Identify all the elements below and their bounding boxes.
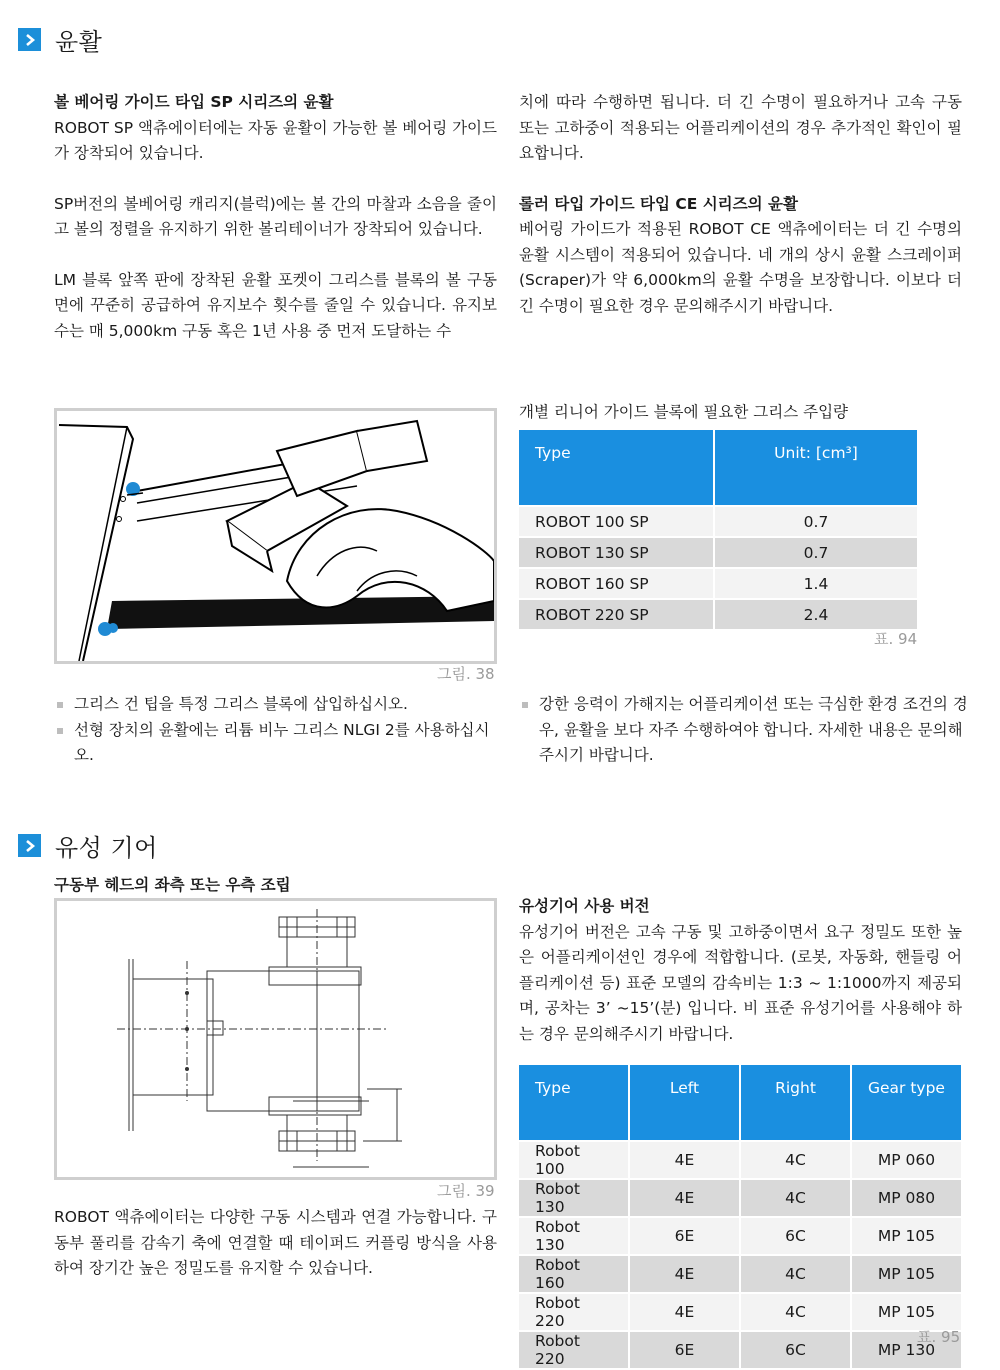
sp-heading: 볼 베어링 가이드 타입 SP 시리즈의 윤활: [54, 93, 334, 111]
ce-para: 베어링 가이드가 적용된 ROBOT CE 액츄에이터는 더 긴 수명의 윤활 시스템이 적용되어 있습니다. 네 개의 상시 윤활 스크레이퍼(Scraper)가 약 6,000km의 윤활 수명을 보장합니다. 이보다 더 긴 수명이 필요한 경우 문의해주시기 바랍니다.: [519, 220, 962, 315]
table-cell: 6C: [740, 1217, 851, 1255]
section-header-lubrication: [18, 22, 102, 57]
sp-lubrication-text: [54, 90, 497, 344]
section-title: 유성 기어: [55, 834, 158, 862]
table-cell: 4C: [740, 1255, 851, 1293]
section-header-planetary-gear: [18, 828, 158, 863]
table-row: [518, 568, 918, 599]
table-cell: MP 105: [851, 1293, 962, 1331]
bullet-list-right: [519, 692, 972, 769]
table-row: [518, 599, 918, 630]
planetary-heading: 유성기어 사용 버전: [519, 897, 650, 915]
figure-38-caption: 그림. 38: [437, 665, 495, 683]
table-95-caption: 표. 95: [917, 1328, 961, 1346]
ce-lubrication-text: [519, 90, 962, 319]
grease-table: [517, 428, 919, 631]
table-header-gear-type: Gear type: [851, 1064, 962, 1141]
planetary-para: 유성기어 버전은 고속 구동 및 고하중이면서 요구 정밀도 또한 높은 어플리케이션인 경우에 적합합니다. (로봇, 자동화, 핸들링 어플리케이션 등) 표준 모델의 감속비는 1:3 ~ 1:1000까지 제공되며, 공차는 3’ ~15’(분) 입니다. 비 표준 유성기어를 사용해야 하는 경우 문의해주시기 바랍니다.: [519, 922, 962, 1043]
table-cell: 4C: [740, 1141, 851, 1179]
table-cell: 0.7: [714, 537, 918, 568]
table-cell: ROBOT 160 SP: [518, 568, 714, 599]
grease-table-title: 개별 리니어 가이드 블록에 필요한 그리스 주입량: [519, 403, 849, 421]
table-cell: Robot 160: [518, 1255, 629, 1293]
table-cell: 1.4: [714, 568, 918, 599]
sp-para-3: LM 블록 앞쪽 판에 장착된 윤활 포켓이 그리스를 블록의 볼 구동면에 꾸준히 공급하여 유지보수 횟수를 줄일 수 있습니다. 유지보수는 매 5,000km 구동 혹은 1년 사용 중 먼저 도달하는 수: [54, 270, 497, 340]
table-cell: 6C: [740, 1331, 851, 1369]
table-cell: 4E: [629, 1293, 740, 1331]
table-cell: MP 105: [851, 1217, 962, 1255]
planetary-gear-text: [519, 894, 962, 1047]
figure-gearbox-drawing: [54, 898, 497, 1180]
table-cell: 0.7: [714, 506, 918, 537]
table-row: [518, 506, 918, 537]
table-cell: ROBOT 130 SP: [518, 537, 714, 568]
table-cell: 4E: [629, 1141, 740, 1179]
table-row: [518, 1217, 962, 1255]
list-item: 그리스 건 팁을 특정 그리스 블록에 삽입하십시오.: [54, 692, 499, 718]
ce-heading: 롤러 타입 가이드 타입 CE 시리즈의 윤활: [519, 194, 798, 213]
table-row: [518, 1293, 962, 1331]
table-cell: 6E: [629, 1217, 740, 1255]
table-cell: Robot 100: [518, 1141, 629, 1179]
table-cell: 4E: [629, 1179, 740, 1217]
table-cell: MP 060: [851, 1141, 962, 1179]
table-row: [518, 537, 918, 568]
table-cell: 6E: [629, 1331, 740, 1369]
table-cell: Robot 220: [518, 1293, 629, 1331]
table-cell: Robot 130: [518, 1217, 629, 1255]
table-header-type: Type: [518, 1064, 629, 1141]
gear-table: [517, 1063, 963, 1370]
table-cell: MP 105: [851, 1255, 962, 1293]
table-header-left: Left: [629, 1064, 740, 1141]
table-row: [518, 1331, 962, 1369]
table-header-right: Right: [740, 1064, 851, 1141]
table-row: [518, 1179, 962, 1217]
table-cell: Robot 130: [518, 1179, 629, 1217]
table-cell: MP 130: [851, 1331, 962, 1369]
list-item: 선형 장치의 윤활에는 리튬 비누 그리스 NLGI 2를 사용하십시오.: [54, 718, 499, 769]
table-cell: MP 080: [851, 1179, 962, 1217]
table-cell: ROBOT 100 SP: [518, 506, 714, 537]
table-header-type: Type: [518, 429, 714, 506]
bullet-list-left: [54, 692, 499, 769]
table-row: [518, 1141, 962, 1179]
table-94-caption: 표. 94: [874, 630, 918, 648]
figure-39-caption: 그림. 39: [437, 1182, 495, 1200]
col2-para-1: 치에 따라 수행하면 됩니다. 더 긴 수명이 필요하거나 고속 구동 또는 고하중이 적용되는 어플리케이션의 경우 추가적인 확인이 필요합니다.: [519, 93, 962, 162]
sp-para-2: SP버전의 볼베어링 캐리지(블럭)에는 볼 간의 마찰과 소음을 줄이고 볼의 정렬을 유지하기 위한 볼리테이너가 장착되어 있습니다.: [54, 194, 497, 238]
section-title: 윤활: [55, 28, 103, 56]
table-cell: 2.4: [714, 599, 918, 630]
table-header-unit: Unit: [cm³]: [714, 429, 918, 506]
table-cell: Robot 220: [518, 1331, 629, 1369]
mounting-subheading: 구동부 헤드의 좌측 또는 우측 조립: [54, 876, 291, 894]
sp-para-1: ROBOT SP 액츄에이터에는 자동 윤활이 가능한 볼 베어링 가이드가 장착되어 있습니다.: [54, 118, 498, 162]
table-cell: 4E: [629, 1255, 740, 1293]
table-row: [518, 1255, 962, 1293]
figure-grease-gun: [54, 408, 497, 664]
chevron-right-icon: [18, 834, 41, 857]
chevron-right-icon: [18, 28, 41, 51]
table-cell: 4C: [740, 1293, 851, 1331]
list-item: 강한 응력이 가해지는 어플리케이션 또는 극심한 환경 조건의 경우, 윤활을 보다 자주 수행하여야 합니다. 자세한 내용은 문의해주시기 바랍니다.: [519, 692, 972, 769]
table-cell: 4C: [740, 1179, 851, 1217]
coupling-text: ROBOT 액츄에이터는 다양한 구동 시스템과 연결 가능합니다. 구동부 풀리를 감속기 축에 연결할 때 테이퍼드 커플링 방식을 사용하여 장기간 높은 정밀도를 유지할 수 있습니다.: [54, 1208, 497, 1277]
table-cell: ROBOT 220 SP: [518, 599, 714, 630]
